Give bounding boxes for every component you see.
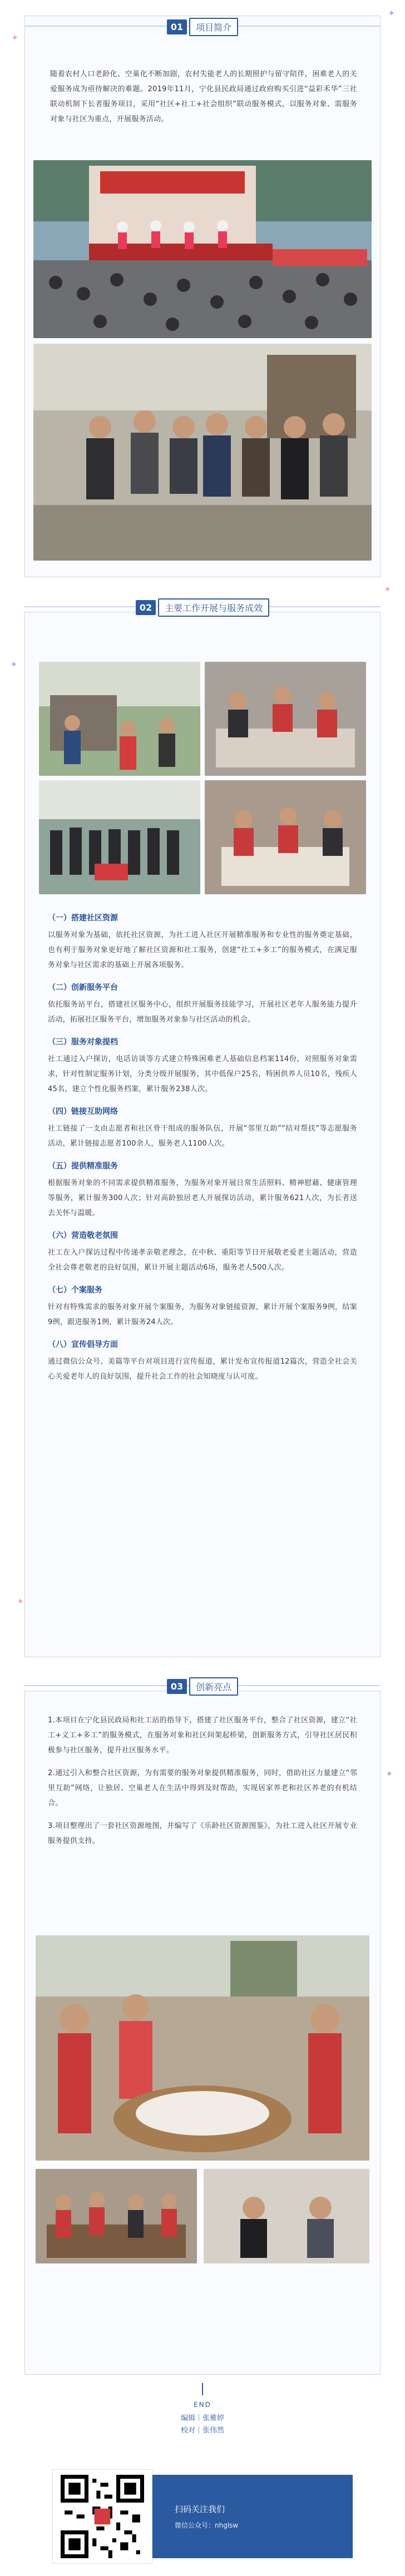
qr-code-icon bbox=[61, 2475, 144, 2558]
list-item bbox=[48, 982, 357, 1027]
photo-craft-activity bbox=[205, 662, 366, 776]
follow-label: 扫码关注我们 bbox=[175, 2504, 225, 2514]
photo-stage-performance bbox=[33, 160, 372, 338]
star-icon: ✦ bbox=[10, 659, 18, 670]
section3-points bbox=[48, 1713, 357, 1849]
photo-outdoor-visit bbox=[39, 662, 200, 776]
section1-title: 项目简介 bbox=[189, 18, 238, 36]
star-icon: ✦ bbox=[386, 1768, 393, 1779]
photo-dumpling-making bbox=[36, 1935, 369, 2161]
item-heading: （四）链接互助网络 bbox=[48, 1107, 118, 1116]
item-text: 依托服务站平台，搭建社区服务中心，组织开展服务技能学习，开展社区老年人服务能力提升活动，拓展社区服务平台，增加服务对象参与社区活动的机会。 bbox=[48, 1000, 357, 1024]
editor-credit: 编辑｜张雅婷 bbox=[180, 2414, 224, 2423]
wechat-id: 微信公众号：nhglsw bbox=[175, 2521, 239, 2529]
section1-number: 01 bbox=[167, 19, 187, 34]
end-line bbox=[202, 2383, 203, 2395]
section3-title: 创新亮点 bbox=[189, 1677, 238, 1696]
photo-cooking-activity bbox=[205, 780, 366, 894]
photo-elderly-group bbox=[33, 344, 372, 561]
section2-number: 02 bbox=[136, 600, 156, 615]
footer-follow-panel bbox=[152, 2475, 353, 2558]
list-item bbox=[48, 1036, 357, 1097]
section2-title: 主要工作开展与服务成效 bbox=[158, 598, 269, 617]
footer bbox=[52, 2469, 353, 2564]
list-item bbox=[48, 912, 357, 973]
section3-number: 03 bbox=[167, 1679, 187, 1694]
item-heading: （八）宣传倡导方面 bbox=[48, 1340, 118, 1349]
item-heading: （七）个案服务 bbox=[48, 1286, 102, 1295]
star-icon: ✦ bbox=[17, 1596, 24, 1607]
star-icon: ✦ bbox=[384, 584, 392, 595]
photo-group-photo bbox=[39, 780, 200, 894]
highlight-point: 3.项目整理出了一套社区资源地图，并编写了《乐龄社区资源图鉴》，为社工进入社区开展专业服务提供支持。 bbox=[48, 1822, 357, 1845]
section2-header bbox=[0, 598, 405, 617]
photo-elder-visit bbox=[204, 2169, 369, 2263]
item-text: 根据服务对象的不同需求提供精准服务，为服务对象开展日常生活照料、精神慰藉、健康管理等服务，累计服务300人次；针对高龄独居老人开展探访活动，累计服务621人次，为长者送去关怀与温暖。 bbox=[48, 1179, 357, 1217]
photo-table-gathering bbox=[36, 2169, 197, 2263]
item-heading: （六）营造敬老氛围 bbox=[48, 1231, 118, 1240]
item-text: 社工通过入户探访，电话访谈等方式建立特殊困难老人基础信息档案114份，对照服务对象需求，针对性制定服务计划，分类分级开展服务，其中低保户25名，特困供养人员10名，残疾人45名，建立个性化服务档案，累计服务238人次。 bbox=[48, 1055, 357, 1093]
item-heading: （一）搭建社区资源 bbox=[48, 914, 118, 923]
section1-paragraph: 随着农村人口老龄化、空巢化不断加剧，农村失能老人的长期照护与留守陪伴，困难老人的关爱服务成为亟待解决的难题。2019年11月，宁化县民政局通过政府购买引进“益彩禾华”三社联动机制下长者服务项目，采用“社区+社工+社会组织”联动服务模式，以服务对象、需服务对象与社区为重点，开展服务活动。 bbox=[50, 70, 357, 123]
item-text: 以服务对象为基础，依托社区资源，为社工进入社区开展精准服务和专业性的服务奠定基础，也有利于服务对象更好地了解社区资源和社工服务，创建“社工+多工”的服务模式，在满足服务对象与社区需求的基础上开展各项服务。 bbox=[48, 931, 357, 969]
item-heading: （三）服务对象提档 bbox=[48, 1038, 118, 1047]
highlight-point: 2.通过引入和整合社区资源，为有需要的服务对象提供精准服务，同时，借助社区力量建立“邻里互助”网络，让独居、空巢老人在生活中得到及时帮助，实现居家养老和社区养老的有机结合。 bbox=[48, 1769, 357, 1807]
highlight-point: 1.本项目在宁化县民政局和社工站的指导下，搭建了社区服务平台，整合了社区资源，建立“社工+义工+多工”的服务模式，在服务对象和社区间架起桥梁，创新服务方式，引导社区居民积极参与社区服务，提升社区服务水平。 bbox=[48, 1716, 357, 1755]
item-text: 通过微信公众号、美篇等平台对项目进行宣传报道，累计发布宣传报道12篇次，营造全社会关心关爱老年人的良好氛围，提升社会工作的社会知晓度与认可度。 bbox=[48, 1358, 357, 1381]
item-text: 社工在入户探访过程中传递孝亲敬老理念，在中秋、重阳等节日开展敬老爱老主题活动，营造全社会尊老敬老的良好氛围，累计开展主题活动6场，服务老人500人次。 bbox=[48, 1249, 357, 1272]
section3-header bbox=[0, 1677, 405, 1696]
item-text: 社工链接了一支由志愿者和社区骨干组成的服务队伍，开展“邻里互助”“结对帮扶”等志愿服务活动，累计链接志愿者100余人，服务老人1100人次。 bbox=[48, 1124, 357, 1148]
item-heading: （二）创新服务平台 bbox=[48, 983, 118, 992]
qr-code[interactable] bbox=[52, 2469, 152, 2564]
section2-items bbox=[48, 912, 357, 1393]
star-icon: ✦ bbox=[388, 8, 396, 18]
list-item bbox=[48, 1106, 357, 1151]
list-item bbox=[48, 1284, 357, 1330]
list-item bbox=[48, 1230, 357, 1275]
list-item bbox=[48, 1160, 357, 1221]
list-item bbox=[48, 1339, 357, 1384]
end-marker bbox=[0, 2383, 405, 2409]
item-text: 针对有特殊需求的服务对象开展个案服务，为服务对象链接资源，累计开展个案服务9例，结案9例，跟进服务1例，累计服务24人次。 bbox=[48, 1303, 357, 1326]
credits bbox=[0, 2412, 405, 2437]
item-heading: （五）提供精准服务 bbox=[48, 1162, 118, 1171]
end-label: END bbox=[194, 2401, 211, 2409]
star-icon: ✦ bbox=[11, 32, 19, 43]
section1-header bbox=[0, 18, 405, 36]
review-credit: 校对｜张伟然 bbox=[180, 2426, 224, 2435]
